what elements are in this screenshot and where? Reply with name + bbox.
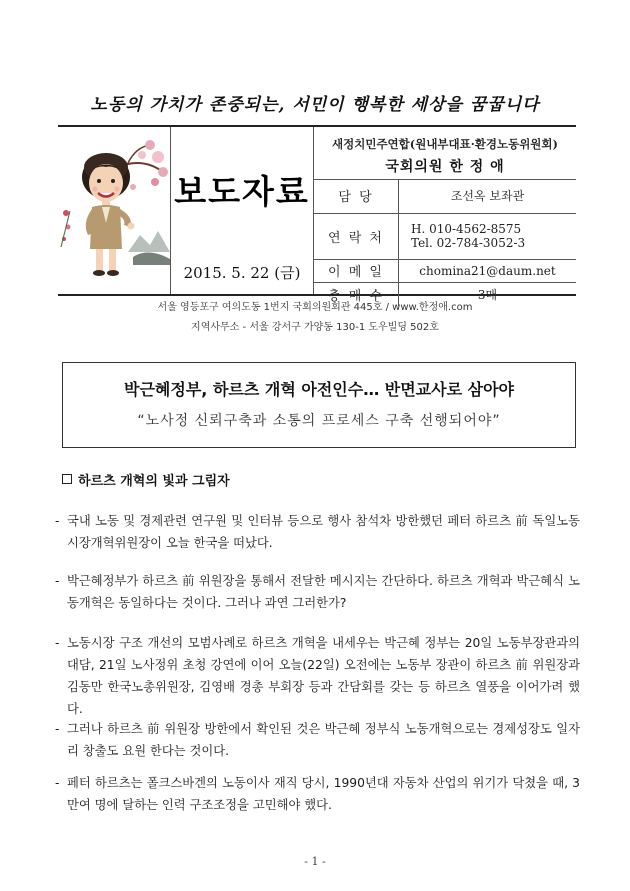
bullet-dash: - — [55, 776, 60, 790]
info-value: 조선옥 보좌관 — [399, 179, 577, 213]
regional-office-address: 지역사무소 - 서울 강서구 가양동 130-1 도우빌딩 502호 — [191, 322, 439, 333]
info-key: 담 당 — [314, 179, 399, 213]
paragraph-text: 노동시장 구조 개선의 모범사례로 하르츠 개혁을 내세우는 박근혜 정부는 20일 노동부장관과의 대담, 21일 노사정위 초청 강연에 이어 오늘(22일) 오전에는 노동부 장관이 하르츠 前 위원장과 김동만 한국노총위원장, 김영배 경총 부회장 등과 간담회를 갖는 등 하르츠 열풍을 이어가려 했다. — [67, 636, 580, 716]
checkbox-square-icon — [62, 474, 72, 484]
info-key: 총 매 수 — [314, 282, 399, 306]
lawmaker-caricature-logo — [58, 127, 171, 294]
headline-box — [62, 362, 576, 448]
section-heading-text: 하르츠 개혁의 빛과 그림자 — [78, 474, 230, 489]
bullet-dash: - — [55, 722, 60, 736]
headline-title: 박근혜정부, 하르츠 개혁 아전인수… 반면교사로 삼아야 — [124, 380, 514, 399]
mobile-number: H. 010-4562-8575 — [411, 222, 522, 236]
paragraph-text: 국내 노동 및 경제관련 연구원 및 인터뷰 등으로 행사 참석차 방한했던 페터 하르츠 前 독일노동시장개혁위원장이 오늘 한국을 떠났다. — [67, 514, 580, 550]
telephone-number: Tel. 02-784-3052-3 — [411, 236, 526, 250]
lawmaker-name: 국회의원 한 정 애 — [385, 159, 505, 175]
caricature-illustration — [58, 127, 170, 294]
organization-name: 새정치민주연합(원내부대표·환경노동위원회) — [332, 137, 558, 151]
office-address: 서울 영등포구 여의도동 1번지 국회의원회관 445호 / www.한정애.com — [157, 302, 473, 313]
info-value — [399, 213, 577, 259]
paragraph-text: 그러나 하르츠 前 위원장 방한에서 확인된 것은 박근혜 정부식 노동개혁으로는 경제성장도 일자리 창출도 요원 한다는 것이다. — [67, 722, 580, 758]
bullet-dash: - — [55, 636, 60, 650]
section-heading — [62, 470, 230, 489]
body-paragraph — [55, 510, 580, 554]
info-row-contact-person — [314, 179, 576, 213]
headline-subtitle: “노사정 신뢰구축과 소통의 프로세스 구축 선행되어야” — [137, 413, 501, 429]
info-key: 이 메 일 — [314, 259, 399, 282]
info-key: 연 락 처 — [314, 213, 399, 259]
info-row-phone — [314, 213, 576, 259]
press-header — [58, 125, 576, 304]
body-paragraph — [55, 632, 580, 720]
email-address: chomina21@daum.net — [399, 259, 577, 282]
info-row-email — [314, 259, 576, 282]
body-paragraph — [55, 570, 580, 614]
press-release-title: 보도자료 — [171, 127, 314, 251]
paragraph-text: 박근혜정부가 하르츠 前 위원장을 통해서 전달한 메시지는 간단하다. 하르츠 개혁과 박근혜식 노동개혁은 동일하다는 것이다. 그러나 과연 그러한가? — [67, 574, 580, 610]
contact-info-table — [314, 179, 576, 306]
paragraph-text: 페터 하르츠는 폴크스바겐의 노동이사 재직 당시, 1990년대 자동차 산업의 위기가 닥쳤을 때, 3만여 명에 달하는 인력 구조조정을 고민해야 했다. — [67, 776, 580, 812]
bullet-dash: - — [55, 574, 60, 588]
press-release-date: 2015. 5. 22 (금) — [171, 251, 314, 294]
body-paragraph — [55, 718, 580, 762]
body-paragraph — [55, 772, 580, 816]
organization-block — [314, 127, 576, 180]
bullet-dash: - — [55, 514, 60, 528]
info-value: 3매 — [477, 287, 498, 302]
slogan: 노동의 가치가 존중되는, 서민이 행복한 세상을 꿈꿉니다 — [90, 95, 540, 115]
page-number: - 1 - — [304, 855, 326, 868]
